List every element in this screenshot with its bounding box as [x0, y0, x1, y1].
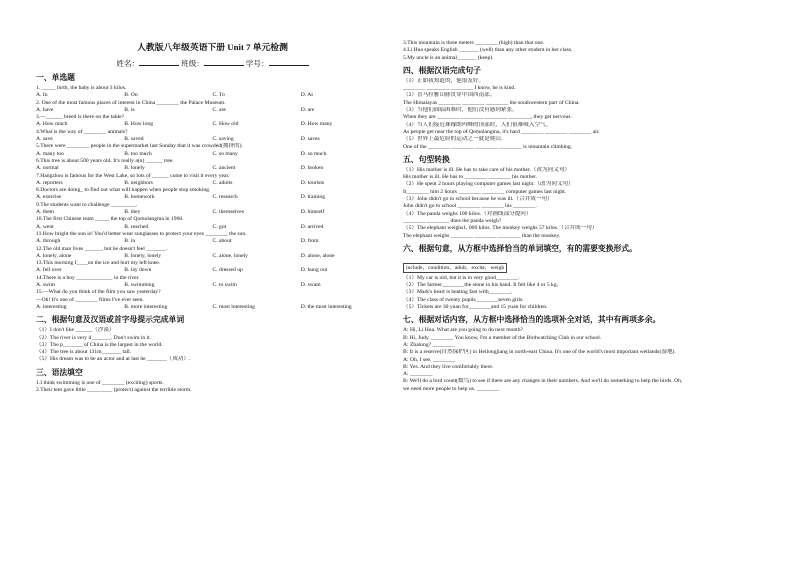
question-line: （1）My car is old, but it is in very good________.: [403, 274, 520, 281]
question-line: （4）The panda weighs 100 kilos.（对画线部分提问）: [403, 210, 532, 217]
answer-option[interactable]: D. saves: [300, 136, 320, 143]
answer-option[interactable]: D. so much: [300, 150, 327, 157]
question-line: A: Zhalong? ________: [403, 341, 455, 348]
right-column: [397, 0, 794, 562]
question-line: 5.My uncle is an animal_______ (keep).: [403, 54, 494, 61]
answer-options: [36, 238, 389, 245]
answer-options: [36, 209, 389, 216]
question-line: The elephant weighs ________ ________ ________ than the monkey.: [403, 232, 561, 239]
question-line: A: Oh, I see. ________: [403, 356, 456, 363]
question-line: 2.Their tent gave little _________ (protect) against the terrible storm.: [36, 386, 192, 393]
question-line: 9.The students want to challenge _________.: [36, 201, 138, 208]
answer-options: [36, 92, 389, 99]
question-line: ________ ________ ________ I know, he is kind.: [403, 85, 516, 92]
question-line: 6.This tree is about 500 years old. It's really a(n) ______ tree.: [36, 157, 174, 164]
answer-option[interactable]: C. ancient: [212, 165, 236, 172]
section-heading: 一、单选题: [36, 73, 75, 82]
answer-option[interactable]: C. alone, lonely: [212, 252, 248, 259]
question-line: As people get near the top of Qomolangma, it's hard ________ ________ ________ air.: [403, 128, 600, 135]
question-line: 15.—What do you think of the film you saw yesterday?: [36, 289, 161, 296]
question-line: ________ ________ does the panda weigh?: [403, 217, 502, 224]
answer-option[interactable]: C. got: [212, 223, 227, 230]
student-info: [36, 58, 389, 69]
answer-options: [36, 136, 389, 143]
answer-option[interactable]: D. How many: [300, 121, 333, 128]
question-line: （3）The p_______ of China is the largest in the world.: [36, 341, 163, 348]
question-line: One of the ________ ________ ________ ________ is mountain climbing.: [403, 143, 573, 150]
answer-option[interactable]: C. so many: [212, 150, 238, 157]
answer-option[interactable]: B. more interesting: [124, 303, 168, 310]
name-label: 姓名：: [116, 59, 140, 68]
answer-option[interactable]: B. saved: [124, 136, 144, 143]
answer-option[interactable]: B. is: [124, 106, 135, 113]
exam-title: 人教版八年级英语下册 Unit 7 单元检测: [137, 42, 288, 52]
class-field[interactable]: [204, 58, 244, 66]
answer-option[interactable]: A. have: [36, 106, 54, 113]
question-line: When they are ________ ________ ________ ________, they get nervous.: [403, 114, 572, 121]
name-field[interactable]: [139, 58, 179, 66]
answer-option[interactable]: D. At: [300, 92, 313, 99]
question-line: 8.Doctors are doing_ to find out what will happen when people stop smoking.: [36, 187, 211, 194]
answer-options: [36, 165, 389, 172]
question-line: 12.The old man lives ______, but he doesn't feel _______.: [36, 245, 168, 252]
question-line: B: It is a reserve(自然保护区) in Heilongjiang in north-east China. It's one of the world's most important wetlands(湿地).: [403, 349, 676, 356]
answer-option[interactable]: D. are: [300, 106, 315, 113]
answer-options: [36, 304, 389, 311]
answer-option[interactable]: B. lonely: [124, 165, 145, 172]
question-line: （4）The class of twenty pupils________seven girls.: [403, 296, 524, 303]
answer-option[interactable]: D. training: [300, 194, 325, 201]
question-line: （3）Mark's heart is beating fast with________.: [403, 289, 513, 296]
question-line: 7.Hangzhou is famous for the West Lake, so lots of ______ come to visit it every year.: [36, 172, 230, 179]
question-line: 13.This morning I____on the ice and hurt my left knee.: [36, 260, 161, 267]
question-line: —Oh! It's one of ________ films I've ever seen.: [36, 296, 144, 303]
answer-option[interactable]: B. reached: [124, 223, 149, 230]
question-line: The Himalayas ________ ________ ________ the southwestern part of China.: [403, 99, 580, 106]
question-line: B: We'll do a bird count(数鸟) to see if there are any changes in their numbers. And we'll do something to help the birds. Oh,: [403, 378, 683, 385]
question-line: A: ________: [403, 371, 433, 378]
answer-option[interactable]: B. in: [124, 238, 136, 245]
answer-option[interactable]: D. alone, alone: [300, 252, 335, 259]
answer-options: [36, 151, 389, 158]
answer-options: [36, 282, 389, 289]
question-line: 4.What is the way of ________ animals?: [36, 128, 128, 135]
answer-option[interactable]: A. them: [36, 209, 55, 216]
question-line: B: Hi, Judy. ________ You know, I'm a member of the Birdwatching Club in our school.: [403, 334, 602, 341]
question-line: 10.The first Chinese team _____ the top of Qomolangma in 1960.: [36, 216, 184, 223]
answer-option[interactable]: A. fell over: [36, 267, 62, 274]
class-label: 班级：: [181, 59, 204, 68]
question-line: 4.Li Hua speaks English _______ (well) than any other student in her class.: [403, 47, 573, 54]
answer-option[interactable]: A. swim: [36, 282, 55, 289]
question-line: 1. _____ birth, the baby is about 3 kilos.: [36, 85, 127, 91]
answer-option[interactable]: A. normal: [36, 165, 59, 172]
answer-option[interactable]: A. interesting: [36, 303, 67, 310]
answer-options: [36, 253, 389, 260]
answer-options: [36, 107, 389, 114]
answer-option[interactable]: C. are: [212, 106, 226, 113]
question-line: 2. One of the most famous places of interest in China ________ the Palace Museum.: [36, 99, 226, 106]
right-sections: [403, 40, 780, 393]
section-heading: 六、根据句意，从方框中选择恰当的单词填空，有的需要变换形式。: [403, 243, 637, 253]
section-heading: 四、根据汉语完成句子: [403, 65, 481, 75]
question-line: 3.—______ breed is there on the table?: [36, 114, 125, 121]
answer-option[interactable]: C. themselves: [212, 209, 244, 216]
answer-option[interactable]: A. many too: [36, 150, 64, 157]
answer-option[interactable]: C. How old: [212, 121, 239, 128]
question-line: （5）世界上最危险的运动之一就是爬山。: [403, 136, 507, 143]
answer-option[interactable]: C. research: [212, 194, 238, 201]
question-line: 11.How bright the sun is! You'd better wear sunglasses to protect your eyes ________ the sun.: [36, 230, 247, 237]
answer-options: [36, 224, 389, 231]
answer-option[interactable]: B. homework: [124, 194, 155, 201]
question-line: （1）His mother is ill. He has to take care of his mother.（改为同义句）: [403, 166, 571, 173]
answer-option[interactable]: A. save: [36, 136, 53, 143]
question-line: （3）当他们面临困难时，他们没有感到紧张。: [403, 107, 518, 114]
question-line: 3.This mountain is three meters ________ (high) than that one.: [403, 40, 545, 46]
answer-option[interactable]: A. reporters: [36, 179, 63, 186]
question-line: we need more people to help us. ________: [403, 385, 500, 392]
answer-option[interactable]: A. through: [36, 238, 61, 245]
answer-options: [36, 267, 389, 274]
question-line: （2）He spent 2 hours playing computer games last night.（改为同义句）: [403, 181, 574, 188]
question-line: （2）The river is very d_______. Don't swim in it.: [36, 334, 152, 341]
answer-options: [36, 121, 389, 128]
answer-option[interactable]: A. went: [36, 223, 54, 230]
question-line: （4）The tree is about 131m_______ tall.: [36, 349, 132, 356]
question-line: 5.There were ________ people in the supermarket last Sunday that it was crowded(拥挤的).: [36, 143, 243, 150]
answer-option[interactable]: B. On: [124, 92, 138, 99]
left-sections: [36, 72, 389, 394]
answer-option[interactable]: B. lay down: [124, 267, 152, 274]
answer-option[interactable]: C. dressed up: [212, 267, 243, 274]
question-line: B: Yes. And they live comfortably there.: [403, 363, 494, 370]
answer-option[interactable]: B. they: [124, 209, 141, 216]
section-heading: 五、句型转换: [403, 154, 450, 164]
answer-option[interactable]: D. swam: [300, 282, 321, 289]
question-line: （5）Tickets are 30 yuan for________and 15 yuan for children.: [403, 304, 548, 311]
answer-option[interactable]: B. lonely, lonely: [124, 252, 162, 259]
answer-option[interactable]: D. hung out: [300, 267, 328, 274]
answer-option[interactable]: A. In: [36, 92, 48, 99]
id-field[interactable]: [269, 58, 309, 66]
answer-options: [36, 180, 389, 187]
answer-option[interactable]: D. the most interesting: [300, 303, 352, 310]
question-line: （2）The farmer________the stone in his hand. It felt like 4 or 5 kg.: [403, 282, 559, 289]
id-label: 学号：: [245, 59, 269, 68]
section-heading: 二、根据句意及汉语或首字母提示完成单词: [36, 315, 185, 325]
answer-option[interactable]: D. broken: [300, 165, 324, 172]
section-heading: 七、根据对话内容，从方框中选择恰当的选项补全对话，其中有两项多余。: [403, 315, 661, 325]
question-line: 1.I think swimming is one of ________ (exciting) sports.: [36, 379, 164, 386]
question-line: （1）正如我知道的，他很友好。: [403, 77, 485, 84]
answer-option[interactable]: A. lonely, alone: [36, 252, 72, 259]
question-line: His mother is ill. He has to ________ ________ his mother.: [403, 174, 537, 181]
answer-option[interactable]: A. How much: [36, 121, 68, 128]
answer-option[interactable]: D. from: [300, 238, 319, 245]
question-line: （5）His dream was to be an actor and at last he _______（成功）.: [36, 356, 191, 363]
question-line: It________ him 2 hours ________ ________ computer games last night.: [403, 188, 567, 195]
question-line: A: Hi, Li Hua. What are you going to do next month?: [403, 327, 523, 334]
answer-option[interactable]: B. How long: [124, 121, 153, 128]
question-line: 14.There is a boy _____________ in the river.: [36, 274, 140, 281]
answer-option[interactable]: B. neighbors: [124, 179, 153, 186]
question-line: （2）喜马拉雅山脉贯穿中国西南部。: [403, 92, 496, 99]
word-bank-box: include，condition，adult，excite，weigh: [403, 263, 507, 273]
question-line: John didn't go to school ________ ________ his ________.: [403, 203, 537, 210]
question-line: （3）John didn't go to school because he was ill.（合并成一句）: [403, 196, 553, 203]
answer-option[interactable]: C. about: [212, 238, 232, 245]
question-line: （5）The elephant weighs1, 000 kilos. The monkey weighs 57 kilos.（合并成一句）: [403, 225, 598, 232]
section-heading: 三、语法填空: [36, 367, 83, 377]
answer-option[interactable]: C. to swim: [212, 282, 237, 289]
answer-options: [36, 194, 389, 201]
answer-option[interactable]: D. tourists: [300, 179, 325, 186]
answer-option[interactable]: C. most interesting: [212, 303, 255, 310]
answer-option[interactable]: B. too much: [124, 150, 152, 157]
answer-option[interactable]: D. himself: [300, 209, 325, 216]
question-line: （1）I don't like ______（沙漠）: [36, 327, 115, 334]
answer-option[interactable]: C. To: [212, 92, 225, 99]
answer-option[interactable]: B. swimming: [124, 282, 155, 289]
question-line: （4）当人们接近珠穆朗玛峰的顶部时，人们很难吸入空气。: [403, 121, 552, 128]
answer-option[interactable]: C. adults: [212, 179, 233, 186]
answer-option[interactable]: A. exercise: [36, 194, 62, 201]
answer-option[interactable]: C. saving: [212, 136, 234, 143]
answer-option[interactable]: D. arrived: [300, 223, 324, 230]
